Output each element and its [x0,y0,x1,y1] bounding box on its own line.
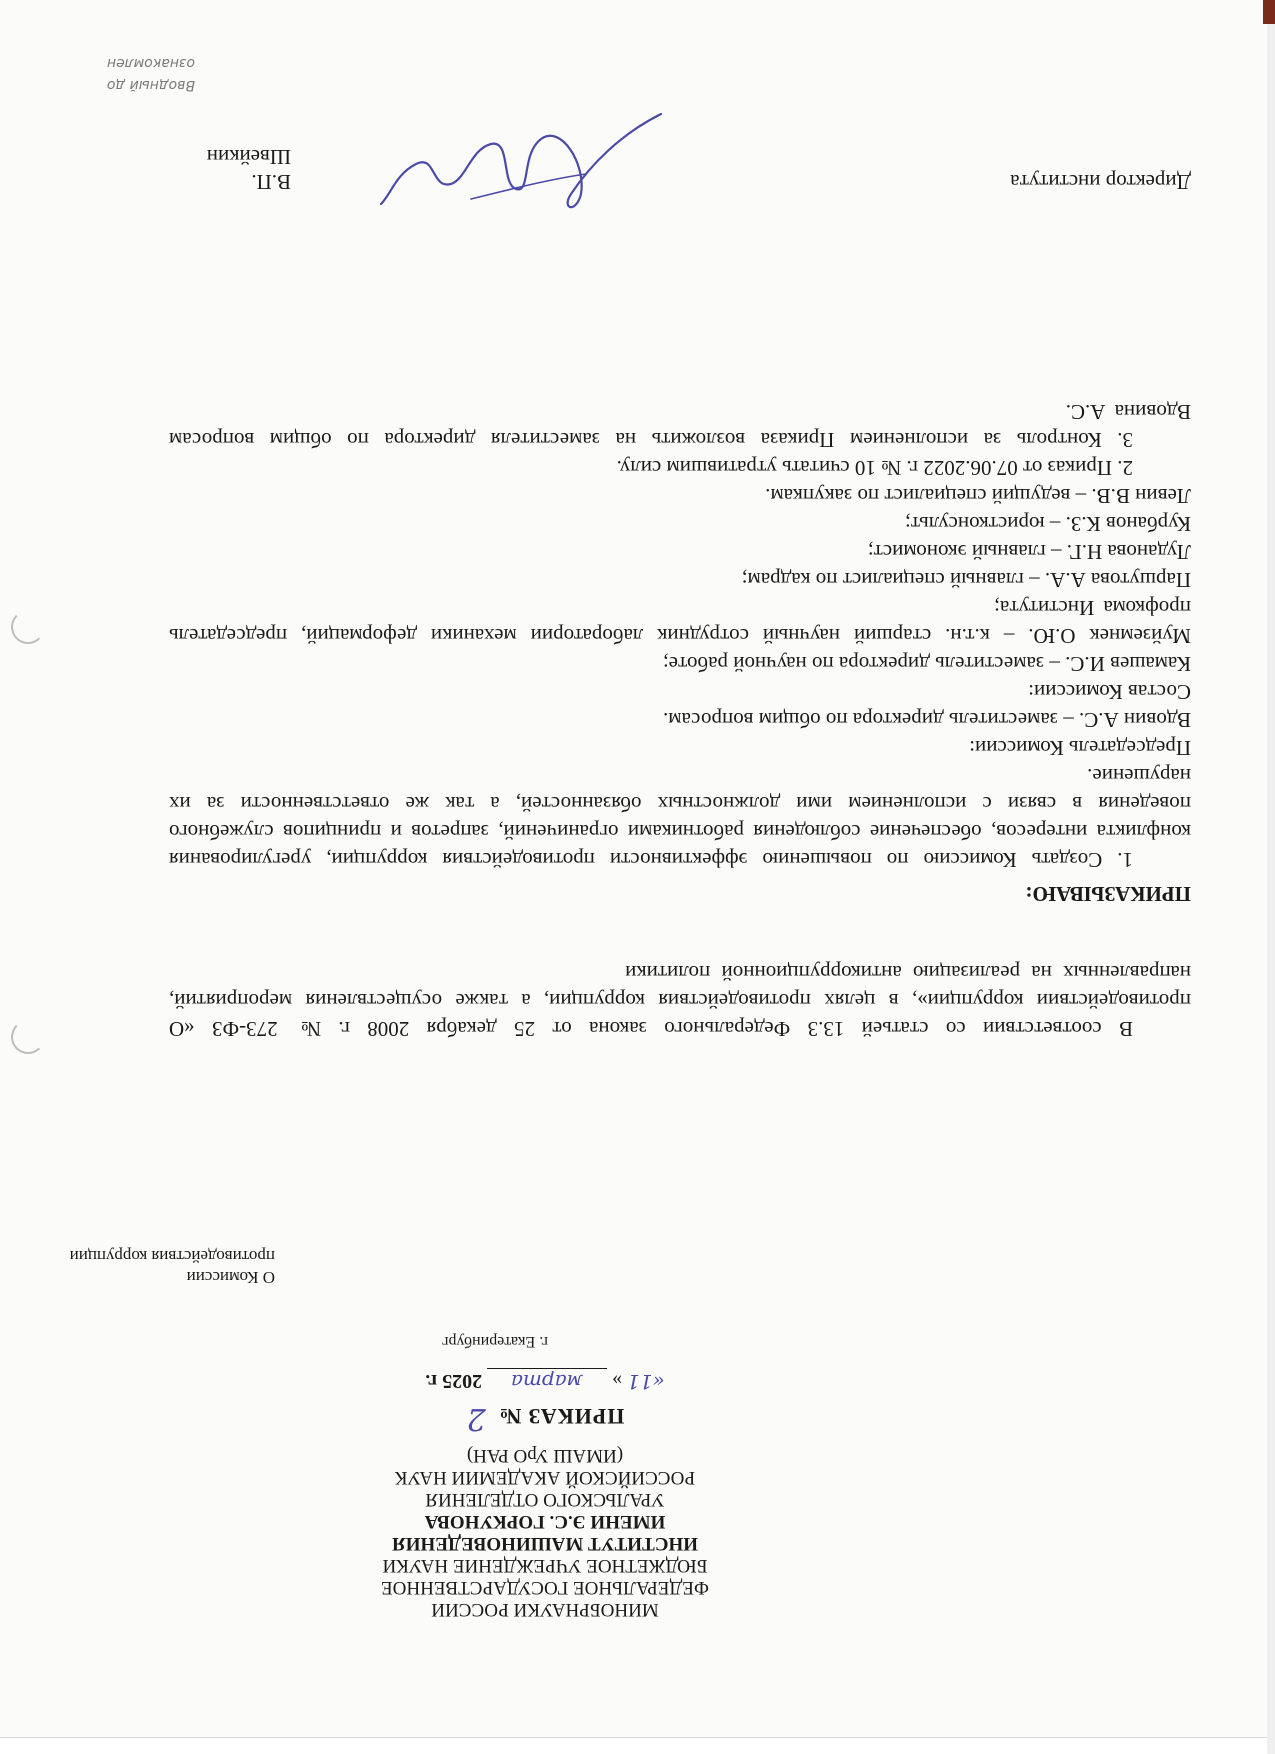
chair-member: Вдовин А.С. – заместитель директора по общим вопросам. [662,708,1191,732]
subject-line: О Комиссии [186,1268,275,1287]
member-item: Муйземнек О.Ю. – к.т.н. старший научный сотрудник лаборатории механики деформаций, председатель профкома Института; [169,596,1191,648]
order-item-2: 2. Приказ от 07.06.2022 г. № 10 считать утратившим силу. [616,456,1133,480]
signatory-title: Директор института [1010,170,1191,194]
preamble-paragraph: В соответствии со статьей 13.3 Федерального закона от 25 декабря 2008 г. № 273-ФЗ «О противодействии коррупции», в целях противодействия коррупции, а также осуществления мероприятий, направленных на реализацию антикоррупционной политики [169,961,1191,1041]
subject-line: противодействия коррупции [69,1247,275,1266]
handwritten-signature [361,84,681,234]
scan-edge [1267,0,1275,1754]
punch-hole-mark [11,1020,45,1054]
branch-line: УРАЛЬСКОГО ОТДЕЛЕНИЯ [425,1489,665,1510]
order-subject [0,1246,275,1288]
member-item: Луданова Н.Г. – главный экономист; [867,540,1191,564]
composition-label: Состав Комиссии: [1028,680,1191,704]
date-close-quote: » [612,1370,623,1392]
institute-name: ИНСТИТУТ МАШИНОВЕДЕНИЯ [392,1533,698,1554]
ministry-name: МИНОБРНАУКИ РОССИИ [431,1599,659,1620]
order-date [335,1368,755,1394]
institute-abbreviation: (ИМАШ УрО РАН) [466,1445,624,1466]
date-month-handwritten: марта [510,1370,584,1394]
scan-margin [0,1737,1275,1754]
member-item: Камашев И.С. – заместитель директора по научной работе; [662,652,1191,676]
org-line: ФЕДЕРАЛЬНОЕ ГОСУДАРСТВЕННОЕ [381,1577,709,1598]
order-number-handwritten: 2 [465,1401,486,1436]
order-body [169,398,1191,874]
punch-hole-mark [11,610,45,644]
org-line: БЮДЖЕТНОЕ УЧРЕЖДЕНИЕ НАУКИ [382,1555,708,1576]
signature-block [169,104,1191,224]
scan-corner-mark [1263,0,1275,24]
pencil-note [55,36,195,96]
member-item: Левин В.В. – ведущий специалист по закупкам. [765,484,1191,508]
member-item: Паршутова А.А. – главный специалист по кадрам; [741,568,1191,592]
order-city: г. Екатеринбург [441,1333,549,1350]
pencil-note-line: ознакомлен [106,55,195,71]
signatory-name: В.П. Швейкин [206,145,291,194]
date-year: 2025 г. [425,1370,483,1392]
letterhead [185,1444,905,1620]
branch-line: РОССИЙСКОЙ АКАДЕМИИ НАУК [394,1467,696,1488]
order-item-1: 1. Создать Комиссию по повышению эффективности противодействия коррупции, урегулирования конфликта интересов, обеспечение соблюдения работниками ограничений, запретов и принципов служебного поведения в связи с исполнением ими должностных обязанностей, а так же ответственности за их нарушение. [169,764,1191,872]
date-day-handwritten: 11 [627,1370,653,1394]
chair-label: Председатель Комиссии: [969,736,1191,760]
order-title-text: ПРИКАЗ № [498,1404,625,1429]
order-title [185,1401,905,1436]
order-directive-word: ПРИКАЗЫВАЮ: [1025,882,1191,906]
date-open-quote: « [652,1370,665,1394]
order-item-3: 3. Контроль за исполнением Приказа возложить на заместителя директора по общим вопросам Вдовина А.С. [169,400,1191,452]
pencil-note-line: Вводный до [106,77,195,93]
institute-named-after: ИМЕНИ Э.С. ГОРКУНОВА [424,1511,666,1532]
member-item: Курбанов К.З. – юристконсульт; [904,512,1191,536]
